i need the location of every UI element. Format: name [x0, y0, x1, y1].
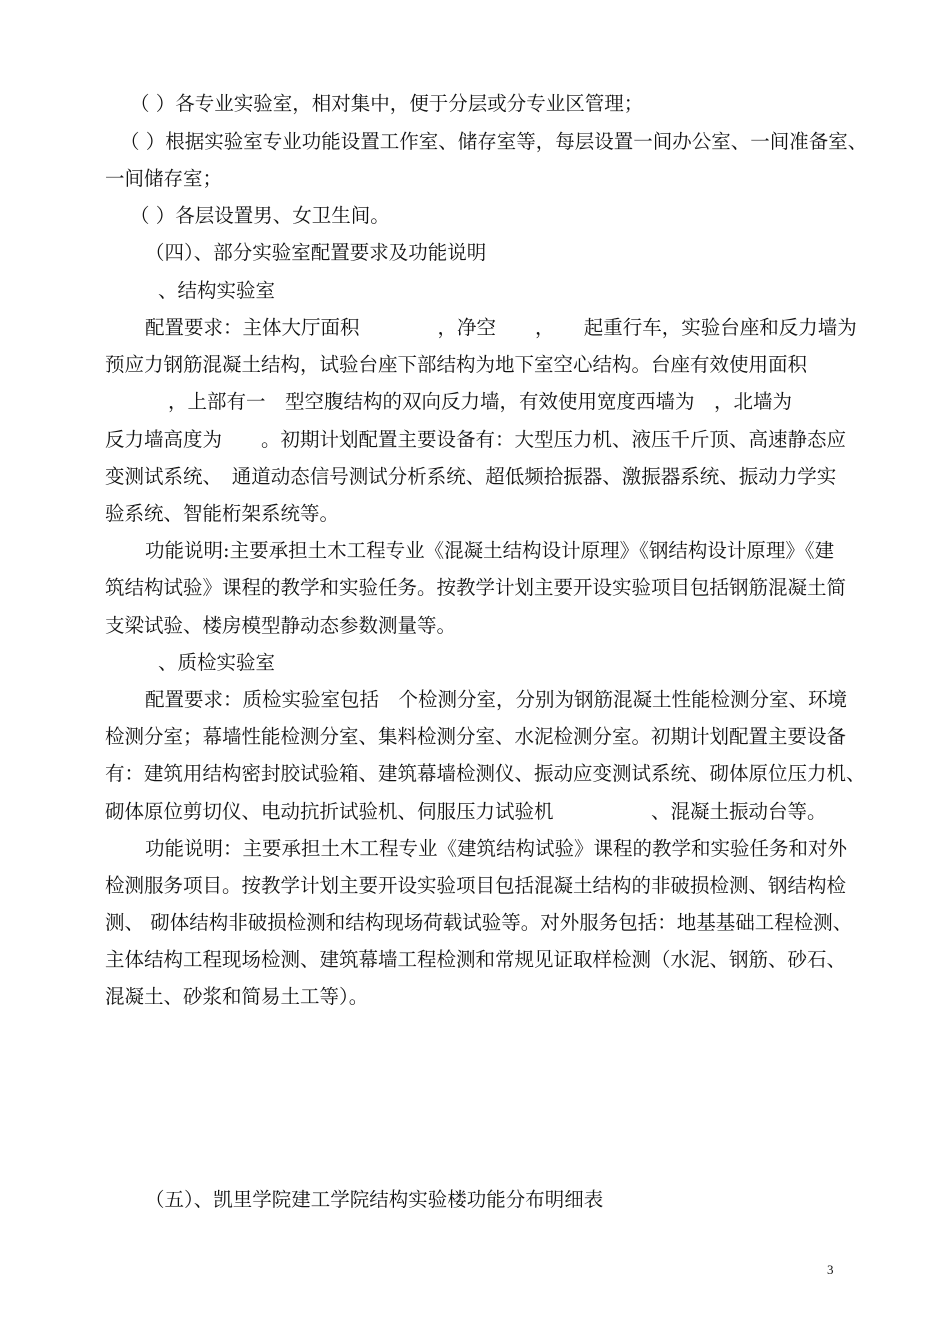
- text-line: 功能说明：主要承担土木工程专业《建筑结构试验》课程的教学和实验任务和对外: [145, 837, 848, 860]
- text-line: 主体结构工程现场检测、建筑幕墙工程检测和常规见证取样检测（水泥、钢筋、砂石、: [105, 948, 847, 971]
- section-heading: （四）、部分实验室配置要求及功能说明: [145, 241, 487, 264]
- text-line: 功能说明:主要承担土木工程专业《混凝土结构设计原理》《钢结构设计原理》《建: [145, 539, 835, 562]
- subsection-heading: 、结构实验室: [158, 279, 276, 302]
- text-line: 筑结构试验》课程的教学和实验任务。按教学计划主要开设实验项目包括钢筋混凝土简: [105, 576, 847, 599]
- text-line: 支梁试验、楼房模型静动态参数测量等。: [105, 614, 457, 637]
- text-line: 有：建筑用结构密封胶试验箱、建筑幕墙检测仪、振动应变测试系统、砌体原位压力机、: [105, 762, 866, 785]
- text-line: 测、 砌体结构非破损检测和结构现场荷载试验等。对外服务包括：地基基础工程检测、: [105, 911, 853, 934]
- text-line: 验系统、智能桁架系统等。: [105, 502, 340, 525]
- text-line: （ ）根据实验室专业功能设置工作室、储存室等，每层设置一间办公室、一间准备室、: [120, 130, 868, 153]
- subsection-heading: 、质检实验室: [158, 651, 276, 674]
- text-line: 一间储存室；: [105, 167, 223, 190]
- text-line: ，上部有一 型空腹结构的双向反力墙，有效使用宽度西墙为 ，北墙为: [168, 390, 793, 413]
- text-line: 配置要求：主体大厅面积 ，净空 ， 起重行车，实验台座和反力墙为: [145, 316, 857, 339]
- text-line: （ ）各专业实验室，相对集中，便于分层或分专业区管理；: [130, 92, 644, 115]
- text-line: 检测分室；幕墙性能检测分室、集料检测分室、水泥检测分室。初期计划配置主要设备: [105, 725, 847, 748]
- text-line: 混凝土、砂浆和简易土工等）。: [105, 985, 369, 1008]
- page-number: 3: [827, 1262, 834, 1277]
- text-line: 检测服务项目。按教学计划主要开设实验项目包括混凝土结构的非破损检测、钢结构检: [105, 874, 847, 897]
- text-line: 砌体原位剪切仪、电动抗折试验机、伺服压力试验机 、混凝土振动台等。: [105, 800, 827, 823]
- text-line: （ ）各层设置男、女卫生间。: [130, 204, 390, 227]
- text-line: 变测试系统、 通道动态信号测试分析系统、超低频拾振器、激振器系统、振动力学实: [105, 465, 837, 488]
- text-line: 预应力钢筋混凝土结构，试验台座下部结构为地下室空心结构。台座有效使用面积: [105, 353, 808, 376]
- text-line: 反力墙高度为 。初期计划配置主要设备有：大型压力机、液压千斤顶、高速静态应: [105, 428, 847, 451]
- section-heading: （五）、凯里学院建工学院结构实验楼功能分布明细表: [145, 1188, 604, 1211]
- text-line: 配置要求：质检实验室包括 个检测分室，分别为钢筋混凝土性能检测分室、环境: [145, 688, 848, 711]
